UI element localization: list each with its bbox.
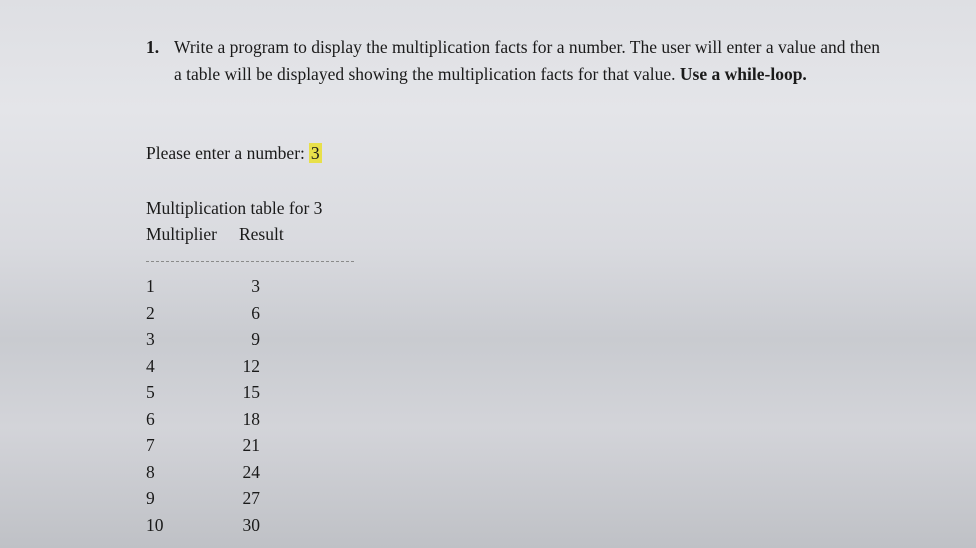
question-number: 1. <box>146 37 160 57</box>
input-prompt <box>146 141 322 165</box>
row-result: 18 <box>242 408 260 429</box>
row-multiplier: 8 <box>146 461 155 482</box>
row-result: 21 <box>242 435 260 455</box>
row-result: 30 <box>242 514 260 535</box>
row-result: 3 <box>251 276 260 296</box>
question-block <box>146 34 886 88</box>
row-multiplier: 6 <box>146 408 155 429</box>
row-result: 9 <box>251 329 260 349</box>
row-multiplier: 9 <box>146 488 155 508</box>
table-header <box>146 222 284 246</box>
row-result: 12 <box>242 355 260 376</box>
question-text-body: Write a program to display the multiplication facts for a number. The user will enter a value and then a table will be displayed showing the multiplication facts for that value. <box>174 37 881 84</box>
row-multiplier: 7 <box>146 435 155 455</box>
table-divider <box>146 261 354 262</box>
row-multiplier: 10 <box>146 514 164 535</box>
row-result: 15 <box>242 382 260 402</box>
prompt-label: Please enter a number: <box>146 143 305 163</box>
header-multiplier: Multiplier <box>146 224 217 244</box>
row-result: 6 <box>251 302 260 323</box>
row-multiplier: 4 <box>146 355 155 376</box>
table-title: Multiplication table for 3 <box>146 198 323 218</box>
question-text <box>174 34 886 88</box>
row-multiplier: 3 <box>146 329 155 349</box>
row-multiplier: 1 <box>146 276 155 296</box>
question-text-bold: Use a while-loop. <box>679 64 807 84</box>
row-multiplier: 2 <box>146 302 155 323</box>
row-multiplier: 5 <box>146 382 155 402</box>
prompt-value: 3 <box>310 143 320 163</box>
row-result: 24 <box>242 461 260 482</box>
row-result: 27 <box>242 488 260 508</box>
header-result: Result <box>238 224 284 244</box>
